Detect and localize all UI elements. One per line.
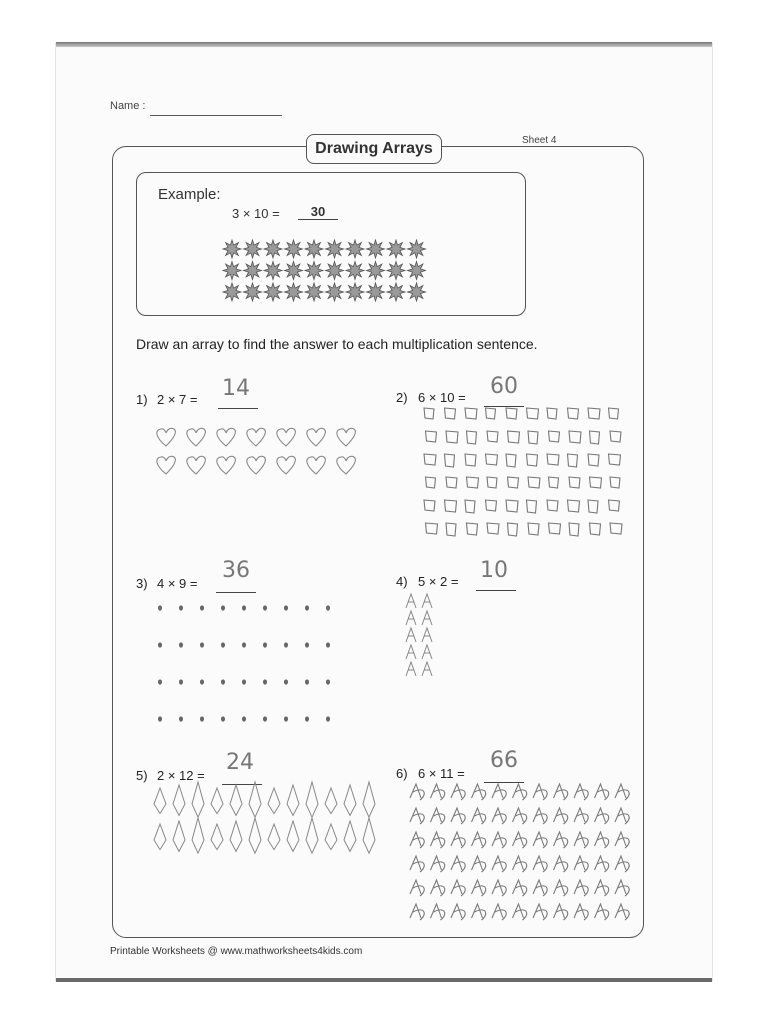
scribble-mark xyxy=(595,832,609,848)
square-mark xyxy=(487,431,498,442)
dot-mark xyxy=(179,716,183,721)
diamond-mark xyxy=(306,818,318,853)
scribble-mark xyxy=(410,856,424,872)
square-mark xyxy=(590,523,601,535)
square-mark xyxy=(609,500,620,511)
example-star xyxy=(285,240,303,258)
square-mark xyxy=(506,454,516,467)
dot-mark xyxy=(326,679,330,684)
name-label: Name : xyxy=(110,100,146,112)
square-mark xyxy=(424,454,436,465)
scribble-mark xyxy=(451,880,465,896)
diamond-mark xyxy=(249,818,261,853)
problem-5-number: 5) xyxy=(136,768,148,783)
diamond-mark xyxy=(173,785,185,815)
diamond-mark xyxy=(344,785,356,815)
example-star xyxy=(346,283,364,301)
example-answer: 30 xyxy=(298,204,338,220)
diamond-mark xyxy=(268,824,280,850)
diamond-mark xyxy=(325,788,337,814)
heart-mark xyxy=(247,456,266,474)
heart-mark xyxy=(337,456,356,474)
dot-mark xyxy=(242,642,246,647)
example-star xyxy=(387,283,405,301)
scribble-mark xyxy=(431,784,445,800)
diamond-mark xyxy=(268,788,280,814)
scribble-mark xyxy=(513,832,527,848)
problem-2-equation: 6 × 10 = xyxy=(418,390,466,405)
scribble-mark xyxy=(615,856,629,872)
scribble-mark xyxy=(533,904,547,920)
square-mark xyxy=(467,523,478,535)
square-mark xyxy=(549,431,560,442)
paper-bottom-edge xyxy=(56,978,712,982)
dot-mark xyxy=(305,605,309,610)
dot-mark xyxy=(305,679,309,684)
square-mark xyxy=(610,477,620,488)
square-mark xyxy=(426,523,438,534)
scribble-mark xyxy=(554,904,568,920)
problem-2-number: 2) xyxy=(396,390,408,405)
scribble-mark xyxy=(595,808,609,824)
dot-mark xyxy=(179,642,183,647)
footer-text: Printable Worksheets @ www.mathworksheets4kids.com xyxy=(110,946,363,957)
scribble-mark xyxy=(533,808,547,824)
heart-mark xyxy=(277,428,296,446)
a-mark xyxy=(406,645,416,659)
square-mark xyxy=(445,500,457,512)
dot-mark xyxy=(221,642,225,647)
dot-mark xyxy=(221,679,225,684)
square-mark xyxy=(569,523,579,536)
square-mark xyxy=(445,408,456,419)
square-mark xyxy=(527,408,539,419)
dot-mark xyxy=(263,642,267,647)
problem-6-scribble-array xyxy=(404,770,640,930)
dot-mark xyxy=(326,642,330,647)
scribble-mark xyxy=(472,784,486,800)
diamond-mark xyxy=(249,782,261,817)
dot-mark xyxy=(305,716,309,721)
square-mark xyxy=(487,523,499,534)
problem-3-dots-array xyxy=(150,598,350,728)
heart-mark xyxy=(277,456,296,474)
worksheet-title: Drawing Arrays xyxy=(306,134,442,164)
a-mark xyxy=(422,662,432,676)
example-star xyxy=(223,240,241,258)
diamond-mark xyxy=(192,818,204,853)
dot-mark xyxy=(221,605,225,610)
scribble-mark xyxy=(472,832,486,848)
example-star-array xyxy=(220,238,430,304)
diamond-mark xyxy=(192,782,204,817)
scribble-mark xyxy=(410,808,424,824)
scribble-mark xyxy=(431,880,445,896)
a-mark xyxy=(422,611,432,625)
scribble-mark xyxy=(554,856,568,872)
scribble-mark xyxy=(472,856,486,872)
example-star xyxy=(346,240,364,258)
heart-mark xyxy=(217,428,236,446)
scribble-mark xyxy=(513,856,527,872)
dot-mark xyxy=(242,679,246,684)
problem-6-equation: 6 × 11 = xyxy=(418,766,465,781)
scribble-mark xyxy=(574,856,588,872)
scribble-mark xyxy=(410,784,424,800)
square-mark xyxy=(424,500,435,511)
square-mark xyxy=(588,408,600,419)
dot-mark xyxy=(263,679,267,684)
square-mark xyxy=(547,454,559,465)
square-mark xyxy=(549,523,561,534)
dot-mark xyxy=(284,605,288,610)
scribble-mark xyxy=(431,856,445,872)
example-star xyxy=(346,262,364,280)
square-mark xyxy=(527,500,537,513)
scribble-mark xyxy=(554,808,568,824)
a-mark xyxy=(406,628,416,642)
diamond-mark xyxy=(325,824,337,850)
diamond-mark xyxy=(363,782,375,817)
example-star xyxy=(326,262,344,280)
dot-mark xyxy=(200,605,204,610)
a-mark xyxy=(406,611,416,625)
diamond-mark xyxy=(230,785,242,815)
scribble-mark xyxy=(431,904,445,920)
example-star xyxy=(387,262,405,280)
problem-5-equation: 2 × 12 = xyxy=(157,768,205,783)
scribble-mark xyxy=(533,856,547,872)
diamond-mark xyxy=(287,821,299,851)
example-star xyxy=(326,283,344,301)
square-mark xyxy=(424,408,434,419)
square-mark xyxy=(590,477,602,488)
diamond-mark xyxy=(230,821,242,851)
square-mark xyxy=(506,500,518,512)
a-mark xyxy=(406,662,416,676)
square-mark xyxy=(549,477,559,488)
problem-5-diamonds-array xyxy=(150,776,390,866)
scribble-mark xyxy=(472,808,486,824)
scribble-mark xyxy=(472,904,486,920)
dot-mark xyxy=(242,716,246,721)
square-mark xyxy=(426,477,436,488)
square-mark xyxy=(445,454,455,467)
heart-mark xyxy=(337,428,356,446)
square-mark xyxy=(528,431,538,444)
diamond-mark xyxy=(344,821,356,851)
example-star xyxy=(244,283,262,301)
square-mark xyxy=(508,477,519,488)
scribble-mark xyxy=(574,784,588,800)
example-label: Example: xyxy=(158,186,221,203)
square-mark xyxy=(508,431,520,443)
scribble-mark xyxy=(574,880,588,896)
name-field-line xyxy=(150,115,282,116)
scribble-mark xyxy=(492,856,506,872)
example-star xyxy=(264,262,282,280)
square-mark xyxy=(547,500,558,511)
example-star xyxy=(367,240,385,258)
square-mark xyxy=(486,500,497,511)
problem-4-a-array xyxy=(400,590,450,686)
square-mark xyxy=(568,454,578,467)
square-mark xyxy=(588,500,598,513)
square-mark xyxy=(487,477,497,488)
example-star xyxy=(408,283,426,301)
scribble-mark xyxy=(574,832,588,848)
scribble-mark xyxy=(533,832,547,848)
example-star xyxy=(223,262,241,280)
heart-mark xyxy=(157,428,176,446)
scribble-mark xyxy=(554,784,568,800)
dot-mark xyxy=(179,679,183,684)
scribble-mark xyxy=(554,832,568,848)
scribble-mark xyxy=(451,856,465,872)
example-star xyxy=(305,240,323,258)
problem-1-hearts-array xyxy=(150,420,360,490)
square-mark xyxy=(467,431,477,444)
dot-mark xyxy=(263,716,267,721)
problem-1-number: 1) xyxy=(136,392,148,407)
heart-mark xyxy=(307,428,326,446)
square-mark xyxy=(610,523,622,534)
scribble-mark xyxy=(492,784,506,800)
problem-3-equation: 4 × 9 = xyxy=(157,576,198,591)
example-star xyxy=(264,283,282,301)
scribble-mark xyxy=(574,904,588,920)
example-star xyxy=(408,240,426,258)
square-mark xyxy=(547,408,557,419)
problem-5-handwritten-answer: 24 xyxy=(226,750,254,775)
scribble-mark xyxy=(410,880,424,896)
a-mark xyxy=(422,628,432,642)
problem-2-squares-array xyxy=(420,396,640,556)
scribble-mark xyxy=(615,784,629,800)
problem-3-number: 3) xyxy=(136,576,148,591)
scribble-mark xyxy=(533,880,547,896)
dot-mark xyxy=(326,716,330,721)
square-mark xyxy=(568,408,579,419)
dot-mark xyxy=(242,605,246,610)
dot-mark xyxy=(284,679,288,684)
square-mark xyxy=(465,408,477,419)
square-mark xyxy=(569,431,581,443)
scribble-mark xyxy=(513,808,527,824)
a-mark xyxy=(406,594,416,608)
dot-mark xyxy=(158,679,162,684)
scribble-mark xyxy=(472,880,486,896)
dot-mark xyxy=(284,716,288,721)
square-mark xyxy=(467,477,479,488)
dot-mark xyxy=(326,605,330,610)
problem-6-number: 6) xyxy=(396,766,408,781)
square-mark xyxy=(528,477,540,488)
dot-mark xyxy=(263,605,267,610)
scribble-mark xyxy=(431,808,445,824)
diamond-mark xyxy=(211,788,223,814)
scribble-mark xyxy=(595,880,609,896)
diamond-mark xyxy=(211,824,223,850)
scribble-mark xyxy=(574,808,588,824)
scribble-mark xyxy=(410,904,424,920)
example-star xyxy=(326,240,344,258)
example-star xyxy=(223,283,241,301)
dot-mark xyxy=(158,605,162,610)
example-equation: 3 × 10 = xyxy=(232,206,280,221)
dot-mark xyxy=(284,642,288,647)
example-star xyxy=(285,283,303,301)
dot-mark xyxy=(158,716,162,721)
scribble-mark xyxy=(492,880,506,896)
example-star xyxy=(244,240,262,258)
square-mark xyxy=(527,454,538,466)
a-mark xyxy=(422,645,432,659)
scribble-mark xyxy=(615,904,629,920)
square-mark xyxy=(508,523,518,536)
square-mark xyxy=(486,454,498,465)
a-mark xyxy=(422,594,432,608)
dot-mark xyxy=(179,605,183,610)
heart-mark xyxy=(307,456,326,474)
sheet-number: Sheet 4 xyxy=(522,135,557,146)
problem-6-handwritten-answer: 66 xyxy=(490,748,518,773)
problem-1-equation: 2 × 7 = xyxy=(157,392,198,407)
problem-4-equation: 5 × 2 = xyxy=(418,574,459,589)
square-mark xyxy=(609,408,619,419)
scribble-mark xyxy=(513,784,527,800)
diamond-mark xyxy=(154,788,166,814)
square-mark xyxy=(590,431,600,444)
scribble-mark xyxy=(451,832,465,848)
square-mark xyxy=(446,431,458,443)
square-mark xyxy=(506,408,517,419)
instruction-text: Draw an array to find the answer to each multiplication sentence. xyxy=(136,336,538,352)
square-mark xyxy=(426,431,437,442)
example-star xyxy=(408,262,426,280)
scribble-mark xyxy=(595,904,609,920)
heart-mark xyxy=(217,456,236,474)
scribble-mark xyxy=(410,832,424,848)
square-mark xyxy=(569,477,580,488)
scribble-mark xyxy=(451,784,465,800)
example-star xyxy=(367,283,385,301)
square-mark xyxy=(446,523,456,536)
example-star xyxy=(367,262,385,280)
paper-top-edge xyxy=(56,42,712,47)
scribble-mark xyxy=(533,784,547,800)
square-mark xyxy=(446,477,457,488)
example-star xyxy=(305,262,323,280)
scribble-mark xyxy=(513,904,527,920)
problem-4-handwritten-answer: 10 xyxy=(480,558,508,583)
example-star xyxy=(285,262,303,280)
dot-mark xyxy=(200,679,204,684)
scribble-mark xyxy=(615,808,629,824)
dot-mark xyxy=(158,642,162,647)
example-star xyxy=(264,240,282,258)
diamond-mark xyxy=(173,821,185,851)
problem-1-handwritten-answer: 14 xyxy=(222,376,250,401)
heart-mark xyxy=(187,428,206,446)
heart-mark xyxy=(247,428,266,446)
square-mark xyxy=(609,454,621,465)
example-star xyxy=(305,283,323,301)
scribble-mark xyxy=(451,904,465,920)
scribble-mark xyxy=(554,880,568,896)
square-mark xyxy=(610,431,621,442)
problem-4-number: 4) xyxy=(396,574,408,589)
scribble-mark xyxy=(595,856,609,872)
square-mark xyxy=(465,500,475,513)
diamond-mark xyxy=(306,782,318,817)
scribble-mark xyxy=(451,808,465,824)
heart-mark xyxy=(187,456,206,474)
problem-2-handwritten-answer: 60 xyxy=(490,374,518,399)
dot-mark xyxy=(200,642,204,647)
scribble-mark xyxy=(492,808,506,824)
example-star xyxy=(387,240,405,258)
scribble-mark xyxy=(615,832,629,848)
heart-mark xyxy=(157,456,176,474)
scribble-mark xyxy=(492,904,506,920)
scribble-mark xyxy=(595,784,609,800)
example-star xyxy=(244,262,262,280)
problem-3-handwritten-answer: 36 xyxy=(222,558,250,583)
dot-mark xyxy=(200,716,204,721)
scribble-mark xyxy=(513,880,527,896)
dot-mark xyxy=(305,642,309,647)
scribble-mark xyxy=(615,880,629,896)
square-mark xyxy=(568,500,580,512)
square-mark xyxy=(588,454,599,466)
square-mark xyxy=(465,454,476,466)
diamond-mark xyxy=(287,785,299,815)
square-mark xyxy=(528,523,539,535)
scribble-mark xyxy=(431,832,445,848)
dot-mark xyxy=(221,716,225,721)
diamond-mark xyxy=(154,824,166,850)
square-mark xyxy=(486,408,496,419)
scribble-mark xyxy=(492,832,506,848)
diamond-mark xyxy=(363,818,375,853)
